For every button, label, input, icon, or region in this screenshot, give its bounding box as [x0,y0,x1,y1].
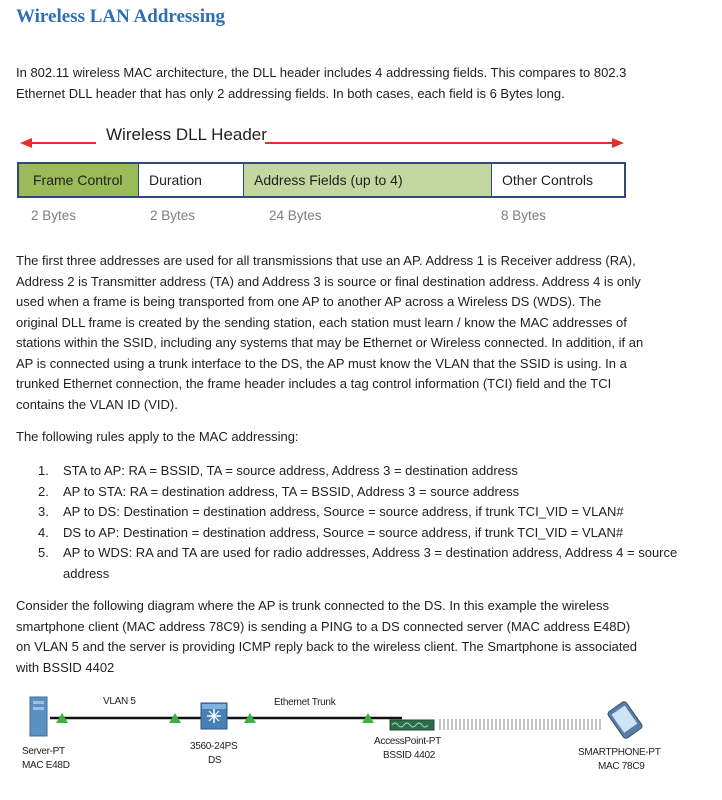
list-item: 4. DS to AP: Destination = destination address, Source = source address, if trunk TCI_VID = VLAN# [38,524,624,540]
switch-icon [201,703,227,729]
phone-name: SMARTPHONE-PT [578,747,661,758]
ap-bssid: BSSID 4402 [383,750,436,761]
list-item: 3. AP to DS: Destination = destination address, Source = source address, if trunk TCI_VID = VLAN# [38,504,624,519]
field-size-duration: 2 Bytes [150,208,196,223]
smartphone-icon [607,701,643,740]
closing-paragraph: Consider the following diagram where the AP is trunk connected to the DS. In this example the wireless smartphone client (MAC address 78C9) is sending a PING to a DS connected server (MAC address E48D) on VLAN 5 and the server is providing ICMP reply back to the wireless client. The Smartphone is associated with BSSID 4402 [16,598,637,675]
rules-intro: The following rules apply to the MAC addressing: [16,429,299,444]
header-span-arrows [0,130,722,160]
field-size-other-controls: 8 Bytes [501,208,547,223]
server-mac: MAC E48D [22,760,70,771]
field-address-fields: Address Fields (up to 4) [244,164,492,196]
list-item: 2. AP to STA: RA = destination address, TA = BSSID, Address 3 = source address [38,483,520,499]
field-size-address-fields: 24 Bytes [269,208,322,223]
phone-mac: MAC 78C9 [598,761,645,772]
trunk-label: Ethernet Trunk [274,697,336,708]
field-size-frame-control: 2 Bytes [31,208,77,223]
addressing-explanation: The first three addresses are used for all transmissions that use an AP. Address 1 is Receiver address (RA), Address 2 is Transmitter address (TA) and Address 3 is source or final destination address. Address 4 is only used when a frame is being transported from one AP to another AP across a Wireless DS (WDS). The original DLL frame is created by the sending station, each station must learn / know the MAC addresses of stations within the SSID, including any systems that may be Ethernet or Wireless connected. In addition, if an AP is connected using a trunk interface to the DS, the AP must know the VLAN that the SSID is using. In a trunked Ethernet connection, the frame header includes a tag control information (TCI) field and the TCI contains the VLAN ID (VID). [16,253,644,412]
page-title: Wireless LAN Addressing [16,6,226,27]
wireless-link [440,719,600,730]
server-name: Server-PT [22,746,65,757]
server-icon [30,697,47,736]
field-duration: Duration [139,164,244,196]
list-item: 5. AP to WDS: RA and TA are used for radio addresses, Address 3 = destination address, Address 4 = source address [38,545,678,581]
switch-role: DS [208,755,222,766]
field-frame-control: Frame Control [19,164,139,196]
access-point-icon [390,720,434,730]
vlan-label: VLAN 5 [103,696,136,707]
ap-name: AccessPoint-PT [374,736,441,747]
dll-header-frame [17,162,626,198]
intro-paragraph: In 802.11 wireless MAC architecture, the DLL header includes 4 addressing fields. This compares to 802.3 Ethernet DLL header that has only 2 addressing fields. In both cases, each field is 6 Bytes long. [16,65,627,101]
rules-list [38,461,678,584]
list-item: 1. STA to AP: RA = BSSID, TA = source address, Address 3 = destination address [38,463,518,478]
field-other-controls: Other Controls [492,164,624,196]
switch-model: 3560-24PS [190,741,238,752]
header-diagram-title: Wireless DLL Header [106,125,267,144]
